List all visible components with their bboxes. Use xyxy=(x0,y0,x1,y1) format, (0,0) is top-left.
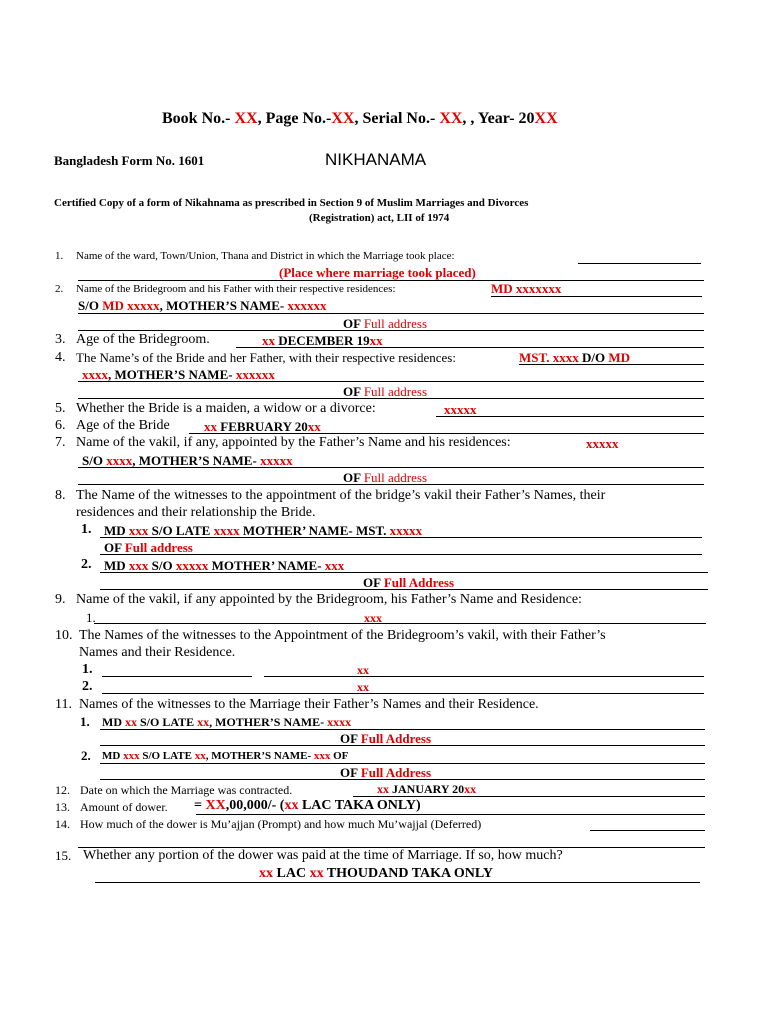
item-9-number: 9. xyxy=(55,592,66,607)
page-title: NIKHANAMA xyxy=(325,150,427,169)
item-1-value: (Place where marriage took placed) xyxy=(279,265,476,280)
item-3-value: xx DECEMBER 19xx xyxy=(262,333,383,348)
item-11-witness-1-number: 1. xyxy=(80,714,90,729)
item-2-text: Name of the Bridegroom and his Father with their respective residences: xyxy=(76,283,396,295)
item-8-witness-2-number: 2. xyxy=(81,557,92,572)
item-1-text: Name of the ward, Town/Union, Thana and District in which the Marriage took place: xyxy=(76,250,455,262)
item-10-text-2: Names and their Residence. xyxy=(79,645,236,660)
item-9-value: xxx xyxy=(364,611,382,625)
item-8-text-2: residences and their relationship the Bride. xyxy=(76,505,316,520)
item-4-text: The Name’s of the Bride and her Father, with their respective residences: xyxy=(76,350,456,365)
page-label: , Page No.- xyxy=(257,110,332,127)
book-header xyxy=(162,110,558,128)
item-11-witness-1-address: OF Full Address xyxy=(340,731,432,746)
item-11-text: Names of the witnesses to the Marriage their Father’s Names and their Residence. xyxy=(79,697,539,712)
item-12-number: 12. xyxy=(55,783,70,797)
item-10-sub-2-value: xx xyxy=(357,680,369,694)
item-2-number: 2. xyxy=(55,283,64,295)
item-11-witness-1: MD xx S/O LATE xx, MOTHER’S NAME- xxxx xyxy=(102,715,352,729)
item-10-sub-2-number: 2. xyxy=(82,679,93,694)
item-4-line-2: xxxx, MOTHER’S NAME- xxxxxx xyxy=(82,367,275,382)
item-10-sub-1-value: xx xyxy=(357,663,369,677)
item-8-witness-1: MD xxx S/O LATE xxxx MOTHER’ NAME- MST. xxxxx xyxy=(104,523,423,538)
item-2-address: OF Full address xyxy=(343,316,428,331)
item-7-value-1: xxxxx xyxy=(586,436,619,451)
page-number: XX xyxy=(331,110,355,127)
item-15-value: xx LAC xx THOUDAND TAKA ONLY xyxy=(259,866,494,881)
item-4-value-1: MST. xxxx D/O MD xyxy=(519,350,631,365)
item-5-text: Whether the Bride is a maiden, a widow or a divorce: xyxy=(76,401,376,416)
item-6-number: 6. xyxy=(55,418,66,433)
item-13-text: Amount of dower. xyxy=(80,800,168,814)
item-11-witness-2-address: OF Full Address xyxy=(340,765,432,780)
item-12-text: Date on which the Marriage was contracted. xyxy=(80,783,293,797)
item-11-witness-2-number: 2. xyxy=(81,748,91,763)
item-5-number: 5. xyxy=(55,401,66,416)
item-8-witness-1-number: 1. xyxy=(81,522,92,537)
form-number: Bangladesh Form No. 1601 xyxy=(54,153,205,168)
item-8-number: 8. xyxy=(55,488,66,503)
item-5-value: xxxxx xyxy=(444,402,477,417)
item-8-witness-1-address: OF Full address xyxy=(104,540,193,555)
item-13-number: 13. xyxy=(55,800,70,814)
item-1-number: 1. xyxy=(55,250,64,262)
item-3-number: 3. xyxy=(55,332,66,347)
item-14-text: How much of the dower is Mu’ajjan (Prompt) and how much Mu’wajjal (Deferred) xyxy=(80,817,482,831)
item-10-number: 10. xyxy=(55,628,73,643)
item-11-number: 11. xyxy=(55,697,72,712)
item-10-text-1: The Names of the witnesses to the Appointment of the Bridegroom’s vakil, with their Father’s xyxy=(79,628,606,643)
serial-label: , Serial No.- xyxy=(354,110,440,127)
item-9-text: Name of the vakil, if any appointed by the Bridegroom, his Father’s Name and Residence: xyxy=(76,592,582,607)
item-12-value: xx JANUARY 20xx xyxy=(377,782,477,796)
certification-line-1: Certified Copy of a form of Nikahnama as prescribed in Section 9 of Muslim Marriages and Divorces xyxy=(54,197,529,209)
item-11-witness-2: MD xxx S/O LATE xx, MOTHER’S NAME- xxx OF xyxy=(102,750,349,762)
certification-line-2: (Registration) act, LII of 1974 xyxy=(309,212,450,224)
item-7-number: 7. xyxy=(55,435,66,450)
item-6-value: xx FEBRUARY 20xx xyxy=(204,419,321,434)
serial-number: XX xyxy=(439,110,463,127)
item-13-value: = XX,00,000/- (xx LAC TAKA ONLY) xyxy=(194,798,421,813)
item-7-address: OF Full address xyxy=(343,470,428,485)
item-2-value-1: MD xxxxxxx xyxy=(491,281,562,296)
item-10-sub-1-number: 1. xyxy=(82,662,93,677)
item-2-line-2: S/O MD xxxxx, MOTHER’S NAME- xxxxxx xyxy=(78,298,327,313)
item-6-text: Age of the Bride xyxy=(76,418,170,433)
item-15-text: Whether any portion of the dower was paid at the time of Marriage. If so, how much? xyxy=(83,848,563,863)
item-15-number: 15. xyxy=(55,848,72,863)
item-7-text: Name of the vakil, if any, appointed by the Father’s Name and his residences: xyxy=(76,435,511,450)
item-9-sub-number: 1. xyxy=(86,610,96,625)
year-number: XX xyxy=(534,110,558,127)
book-label: Book No.- xyxy=(162,110,235,127)
item-14-number: 14. xyxy=(55,817,70,831)
item-8-witness-2-address: OF Full Address xyxy=(363,575,455,590)
item-4-address: OF Full address xyxy=(343,384,428,399)
item-7-line-2: S/O xxxx, MOTHER’S NAME- xxxxx xyxy=(82,453,293,468)
item-3-text: Age of the Bridegroom. xyxy=(76,332,210,347)
book-number: XX xyxy=(234,110,258,127)
item-4-number: 4. xyxy=(55,350,66,365)
item-8-text-1: The Name of the witnesses to the appointment of the bridge’s vakil their Father’s Names, their xyxy=(76,488,606,503)
year-label: , , Year- 20 xyxy=(462,110,535,127)
item-8-witness-2: MD xxx S/O xxxxx MOTHER’ NAME- xxx xyxy=(104,558,345,573)
